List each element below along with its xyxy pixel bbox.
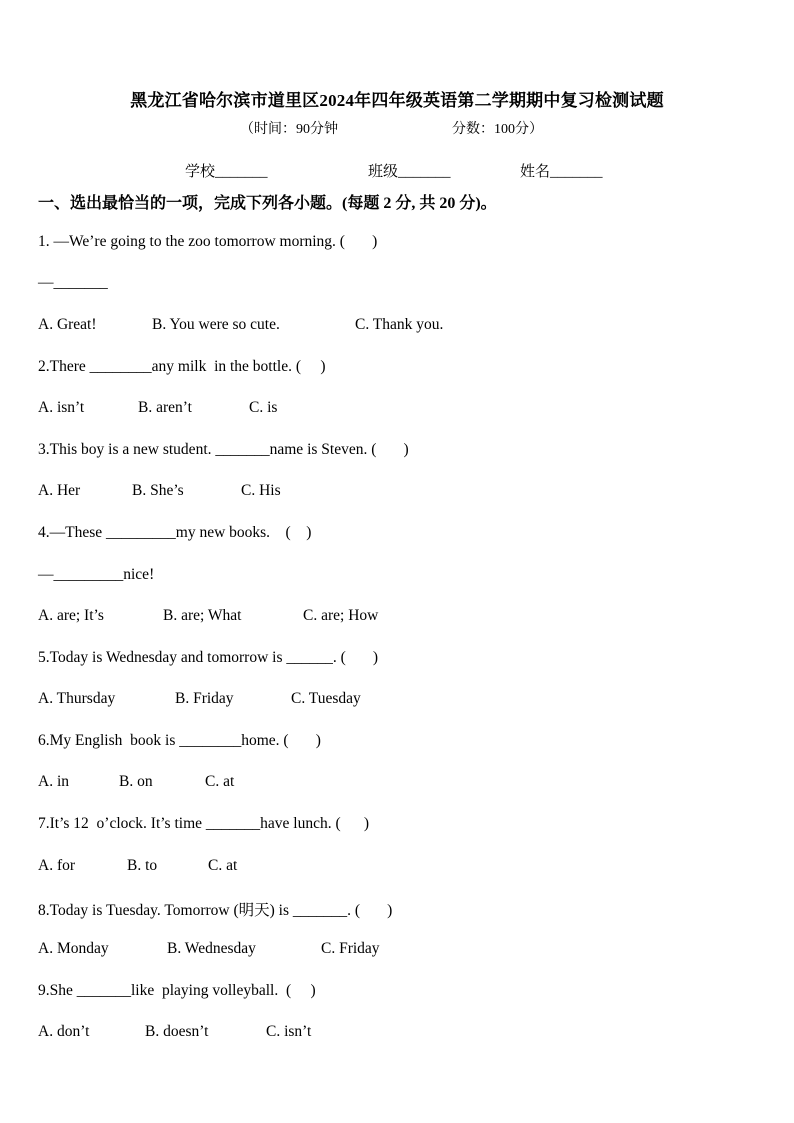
- question-2-option-c: C. is: [249, 399, 278, 416]
- question-5-stem: 5.Today is Wednesday and tomorrow is ______. ( ): [38, 649, 379, 666]
- question-2-option-b: B. aren’t: [138, 399, 192, 416]
- question-1-option-c: C. Thank you.: [355, 316, 444, 333]
- question-3-option-a: A. Her: [38, 482, 81, 499]
- question-6-option-b: B. on: [119, 773, 153, 790]
- question-9-stem: 9.She _______like playing volleyball. ( ): [38, 982, 316, 999]
- question-5-option-a: A. Thursday: [38, 690, 116, 707]
- question-4-option-a: A. are; It’s: [38, 607, 104, 624]
- question-9-option-b: B. doesn’t: [145, 1023, 209, 1040]
- question-5-option-b: B. Friday: [175, 690, 234, 707]
- question-7-option-c: C. at: [208, 857, 238, 874]
- question-1-stem: 1. —We’re going to the zoo tomorrow morning. ( ): [38, 233, 378, 250]
- question-4-option-c: C. are; How: [303, 607, 379, 624]
- question-6-stem: 6.My English book is ________home. ( ): [38, 732, 321, 749]
- question-4-stem: 4.—These _________my new books. ( ): [38, 524, 312, 541]
- question-9-option-c: C. isn’t: [266, 1023, 312, 1040]
- class-field: 班级_______: [368, 164, 451, 180]
- question-8-option-a: A. Monday: [38, 940, 109, 957]
- question-4-option-b: B. are; What: [163, 607, 242, 624]
- question-8-option-b: B. Wednesday: [167, 940, 256, 957]
- school-field: 学校_______: [185, 164, 268, 180]
- question-7-option-b: B. to: [127, 857, 158, 874]
- question-3-stem: 3.This boy is a new student. _______name is Steven. ( ): [38, 441, 409, 458]
- question-4-response: —_________nice!: [38, 566, 155, 583]
- question-1-response: —_______: [38, 274, 108, 291]
- name-field: 姓名_______: [520, 164, 603, 180]
- question-3-option-b: B. She’s: [132, 482, 184, 499]
- question-9-option-a: A. don’t: [38, 1023, 90, 1040]
- question-3-option-c: C. His: [241, 482, 281, 499]
- question-2-stem: 2.There ________any milk in the bottle. ( ): [38, 358, 326, 375]
- question-8-option-c: C. Friday: [321, 940, 380, 957]
- exam-title: 黑龙江省哈尔滨市道里区2024年四年级英语第二学期期中复习检测试题: [130, 91, 664, 110]
- question-1-option-a: A. Great!: [38, 316, 97, 333]
- exam-time: （时间：90分钟: [240, 122, 338, 137]
- question-1-option-b: B. You were so cute.: [152, 316, 280, 333]
- section-heading: 一、选出最恰当的一项，完成下列各小题。(每题 2 分, 共 20 分)。: [38, 195, 497, 212]
- question-5-option-c: C. Tuesday: [291, 690, 361, 707]
- question-6-option-c: C. at: [205, 773, 235, 790]
- exam-score: 分数：100分）: [452, 122, 543, 137]
- question-7-stem: 7.It’s 12 o’clock. It’s time _______have lunch. ( ): [38, 815, 370, 832]
- question-7-option-a: A. for: [38, 857, 76, 874]
- question-6-option-a: A. in: [38, 773, 69, 790]
- question-8-stem: 8.Today is Tuesday. Tomorrow (明天) is _______. ( ): [38, 902, 393, 919]
- question-2-option-a: A. isn’t: [38, 399, 85, 416]
